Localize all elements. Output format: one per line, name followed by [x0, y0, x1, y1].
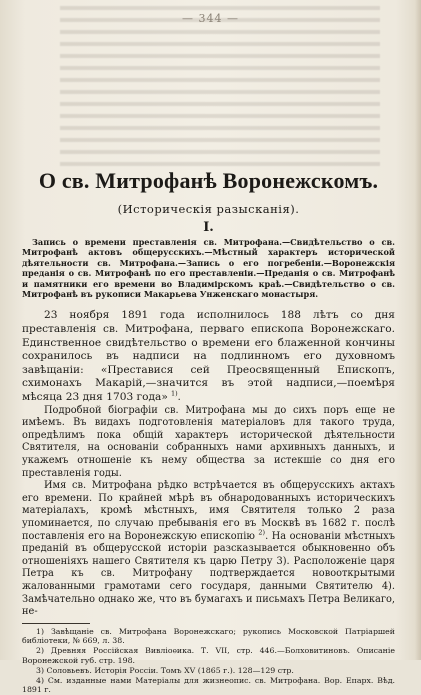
page-number: — 344 — [182, 12, 239, 25]
footnote: 3) Соловьевъ. Исторія Россіи. Томъ XV (1865 г.). 128—129 стр. [36, 665, 294, 675]
paragraph-2 [22, 405, 395, 481]
article [22, 168, 395, 695]
page-edge-shadow [415, 0, 421, 660]
article-subtitle: (Историческія разысканія). [117, 202, 300, 216]
footnote-ref: 1) [170, 389, 178, 398]
section-summary: Запись о времени преставленія св. Митрофана.—Свидѣтельство о св. Митрофанѣ актовъ общерусскихъ.—Мѣстный характеръ исторической дѣятельности св. Митрофана.—Запись о его погребеніи.—Воронежскія преданія о св. Митрофанѣ по его преставленіи.—Преданія о св. Митрофанѣ и памятники его времени во Владимірскомъ краѣ.—Свидѣтельство о св. Митрофанѣ въ рукописи Макарьева Унженскаго монастыря. [22, 237, 395, 300]
show-through-text [60, 6, 380, 166]
footnote-divider [22, 623, 90, 624]
paragraph-text: 23 ноября 1891 года исполнилось 188 лѣтъ со дня преставленія св. Митрофана, перваго епископа Воронежскаго. Единственное свидѣтельство о времени его блаженной кончины сохранилось въ надписи на подлинномъ его духовномъ завѣщаніи: «Преставися сей Преосвященный Епископъ, схимонахъ Макарій,—значится въ этой надписи,—поемѣря мѣсяца 23 дня 1703 года» [22, 309, 395, 403]
paragraph-tail: . На основаніи мѣстныхъ преданій въ общерусской исторіи разсказывается обыкновенно объ отношеніяхъ нашего Святителя къ царю Петру 3). Расположеніе царя Петра къ св. Митрофану подтверждается новооткрытыми жалованными грамотами сего государя, данными Святителю 4). Замѣчательно однако же, что въ бумагахъ и письмахъ Петра Великаго, не- [22, 530, 395, 618]
footnote: 2) Древняя Россійская Вивліоѳика. Т. VII, стр. 446.—Болховитиновъ. Описаніе Воронежской губ. стр. 198. [22, 646, 395, 666]
article-title: О св. Митрофанѣ Воронежскомъ. [38, 168, 379, 193]
paragraph-tail: . [177, 392, 181, 403]
paragraph-1 [22, 309, 395, 404]
section-number: I. [203, 220, 214, 235]
footnote: 1) Завѣщаніе св. Митрофана Воронежскаго; рукопись Московской Патріаршей библіотеки, № 669, л. 38. [22, 626, 395, 646]
paragraph-text: Подробной біографіи св. Митрофана мы до сихъ поръ еще не имѣемъ. Въ видахъ подготовленія матеріаловъ для такого труда, опредѣлимъ пока общій характеръ исторической дѣятельности Святителя, на основаніи собранныхъ нами архивныхъ данныхъ, и укажемъ отношеніе къ нему общества за истекшіе со дня его преставленія годы. [22, 404, 395, 479]
footnote: 4) См. изданные нами Матеріалы для жизнеопис. св. Митрофана. Вор. Епарх. Вѣд. 1891 г. [22, 675, 395, 695]
footnote-ref: 2) [258, 528, 266, 537]
paragraph-text: Имя св. Митрофана рѣдко встрѣчается въ общерусскихъ актахъ его времени. По крайней мѣрѣ въ обнародованныхъ историческихъ матеріалахъ, кромѣ мѣстныхъ, имя Святителя только 2 раза упоминается, по случаю пребыванія его въ Москвѣ въ 1682 г. послѣ поставленія его на Воронежскую епископію [22, 480, 395, 542]
paragraph-3 [22, 480, 395, 619]
